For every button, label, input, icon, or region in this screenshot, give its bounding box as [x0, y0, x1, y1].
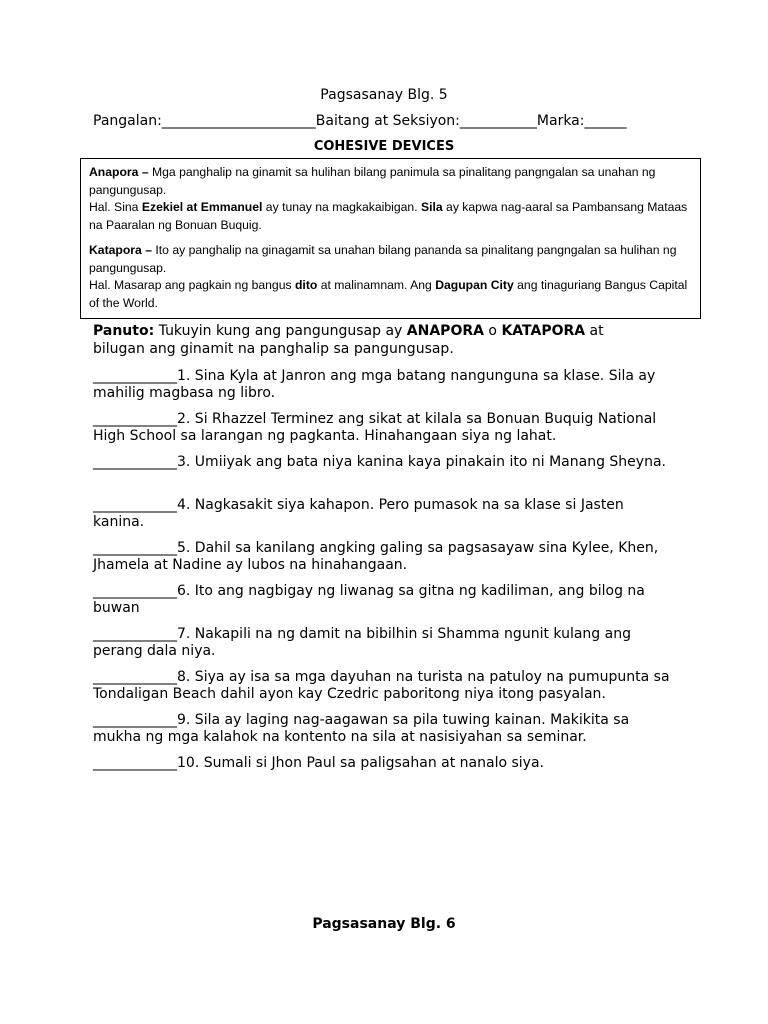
grade-section-label: Baitang at Seksiyon: [315, 113, 460, 129]
next-exercise-title: Pagsasanay Blg. 6 [312, 916, 456, 932]
item-text: 3. Umiiyak ang bata niya kanina kaya pinakain ito ni Manang Sheyna. [177, 454, 666, 470]
anapora-example: Hal. Sina Ezekiel at Emmanuel ay tunay na magkakaibigan. Sila ay kapwa nag-aaral sa Pambansang Mataas na Paaralan ng Bonuan Buquig. [89, 200, 688, 232]
exercise-item [93, 454, 678, 488]
exercise-item [93, 368, 678, 402]
anapora-term: Anapora – [89, 165, 149, 179]
katapora-example: Hal. Masarap ang pagkain ng bangus dito at malinamnam. Ang Dagupan City ang tinaguriang Bangus Capital of the World. [89, 278, 688, 310]
item-text: 7. Nakapili na ng damit na bibilhin si Shamma ngunit kulang ang perang dala niya. [93, 626, 631, 659]
exercise-item [93, 669, 678, 703]
answer-blank[interactable]: ____________ [93, 540, 177, 556]
answer-blank[interactable]: ____________ [93, 755, 177, 771]
item-text: 8. Siya ay isa sa mga dayuhan na turista na patuloy na pumupunta sa Tondaligan Beach dahil ayon kay Czedric paboritong niya itong pasyalan. [93, 669, 670, 702]
exercise-item [93, 497, 678, 531]
exercise-item [93, 583, 678, 617]
answer-blank[interactable]: ____________ [93, 411, 177, 427]
item-text: 2. Si Rhazzel Terminez ang sikat at kilala sa Bonuan Buquig National High School sa larangan ng pagkanta. Hinahangaan siya ng lahat. [93, 411, 657, 444]
student-info-line [93, 113, 626, 129]
answer-blank[interactable]: ____________ [93, 368, 177, 384]
score-label: Marka: [536, 113, 585, 129]
instructions: Panuto: Tukuyin kung ang pangungusap ay ANAPORA o KATAPORA at bilugan ang ginamit na panghalip sa pangungusap. [93, 323, 604, 357]
exercise-item [93, 755, 678, 772]
score-blank[interactable]: ______ [584, 113, 627, 129]
answer-blank[interactable]: ____________ [93, 669, 177, 685]
answer-blank[interactable]: ____________ [93, 712, 177, 728]
page-title: Pagsasanay Blg. 5 [320, 87, 448, 103]
anapora-definition: Anapora – Mga panghalip na ginamit sa hulihan bilang panimula sa pinalitang pangngalan sa unahan ng pangungusap. [89, 165, 656, 197]
grade-section-blank[interactable]: ___________ [459, 113, 537, 129]
item-text: 10. Sumali si Jhon Paul sa paligsahan at nanalo siya. [177, 755, 544, 771]
answer-blank[interactable]: ____________ [93, 454, 177, 470]
exercise-item [93, 626, 678, 660]
item-text: 6. Ito ang nagbigay ng liwanag sa gitna ng kadiliman, ang bilog na buwan [93, 583, 645, 616]
item-text: 5. Dahil sa kanilang angking galing sa pagsasayaw sina Kylee, Khen, Jhamela at Nadine ay lubos na hinahangaan. [93, 540, 659, 573]
answer-blank[interactable]: ____________ [93, 626, 177, 642]
answer-blank[interactable]: ____________ [93, 583, 177, 599]
exercise-item [93, 411, 678, 445]
definitions-box [80, 158, 701, 319]
section-heading: COHESIVE DEVICES [313, 139, 455, 154]
item-text: 1. Sina Kyla at Janron ang mga batang nangunguna sa klase. Sila ay mahilig magbasa ng libro. [93, 368, 656, 401]
exercise-items [93, 368, 678, 781]
item-text: 4. Nagkasakit siya kahapon. Pero pumasok na sa klase si Jasten kanina. [93, 497, 624, 530]
exercise-item [93, 712, 678, 746]
item-text: 9. Sila ay laging nag-aagawan sa pila tuwing kainan. Makikita sa mukha ng mga kalahok na kontento na sila at nasisiyahan sa seminar. [93, 712, 630, 745]
name-blank[interactable]: ______________________ [161, 113, 316, 129]
name-label: Pangalan: [93, 113, 162, 129]
exercise-item [93, 540, 678, 574]
answer-blank[interactable]: ____________ [93, 497, 177, 513]
katapora-definition: Katapora – Ito ay panghalip na ginagamit sa unahan bilang pananda sa pinalitang pangngalan sa hulihan ng pangungusap. [89, 243, 677, 275]
instructions-label: Panuto: [93, 323, 155, 339]
katapora-term: Katapora – [89, 243, 152, 257]
